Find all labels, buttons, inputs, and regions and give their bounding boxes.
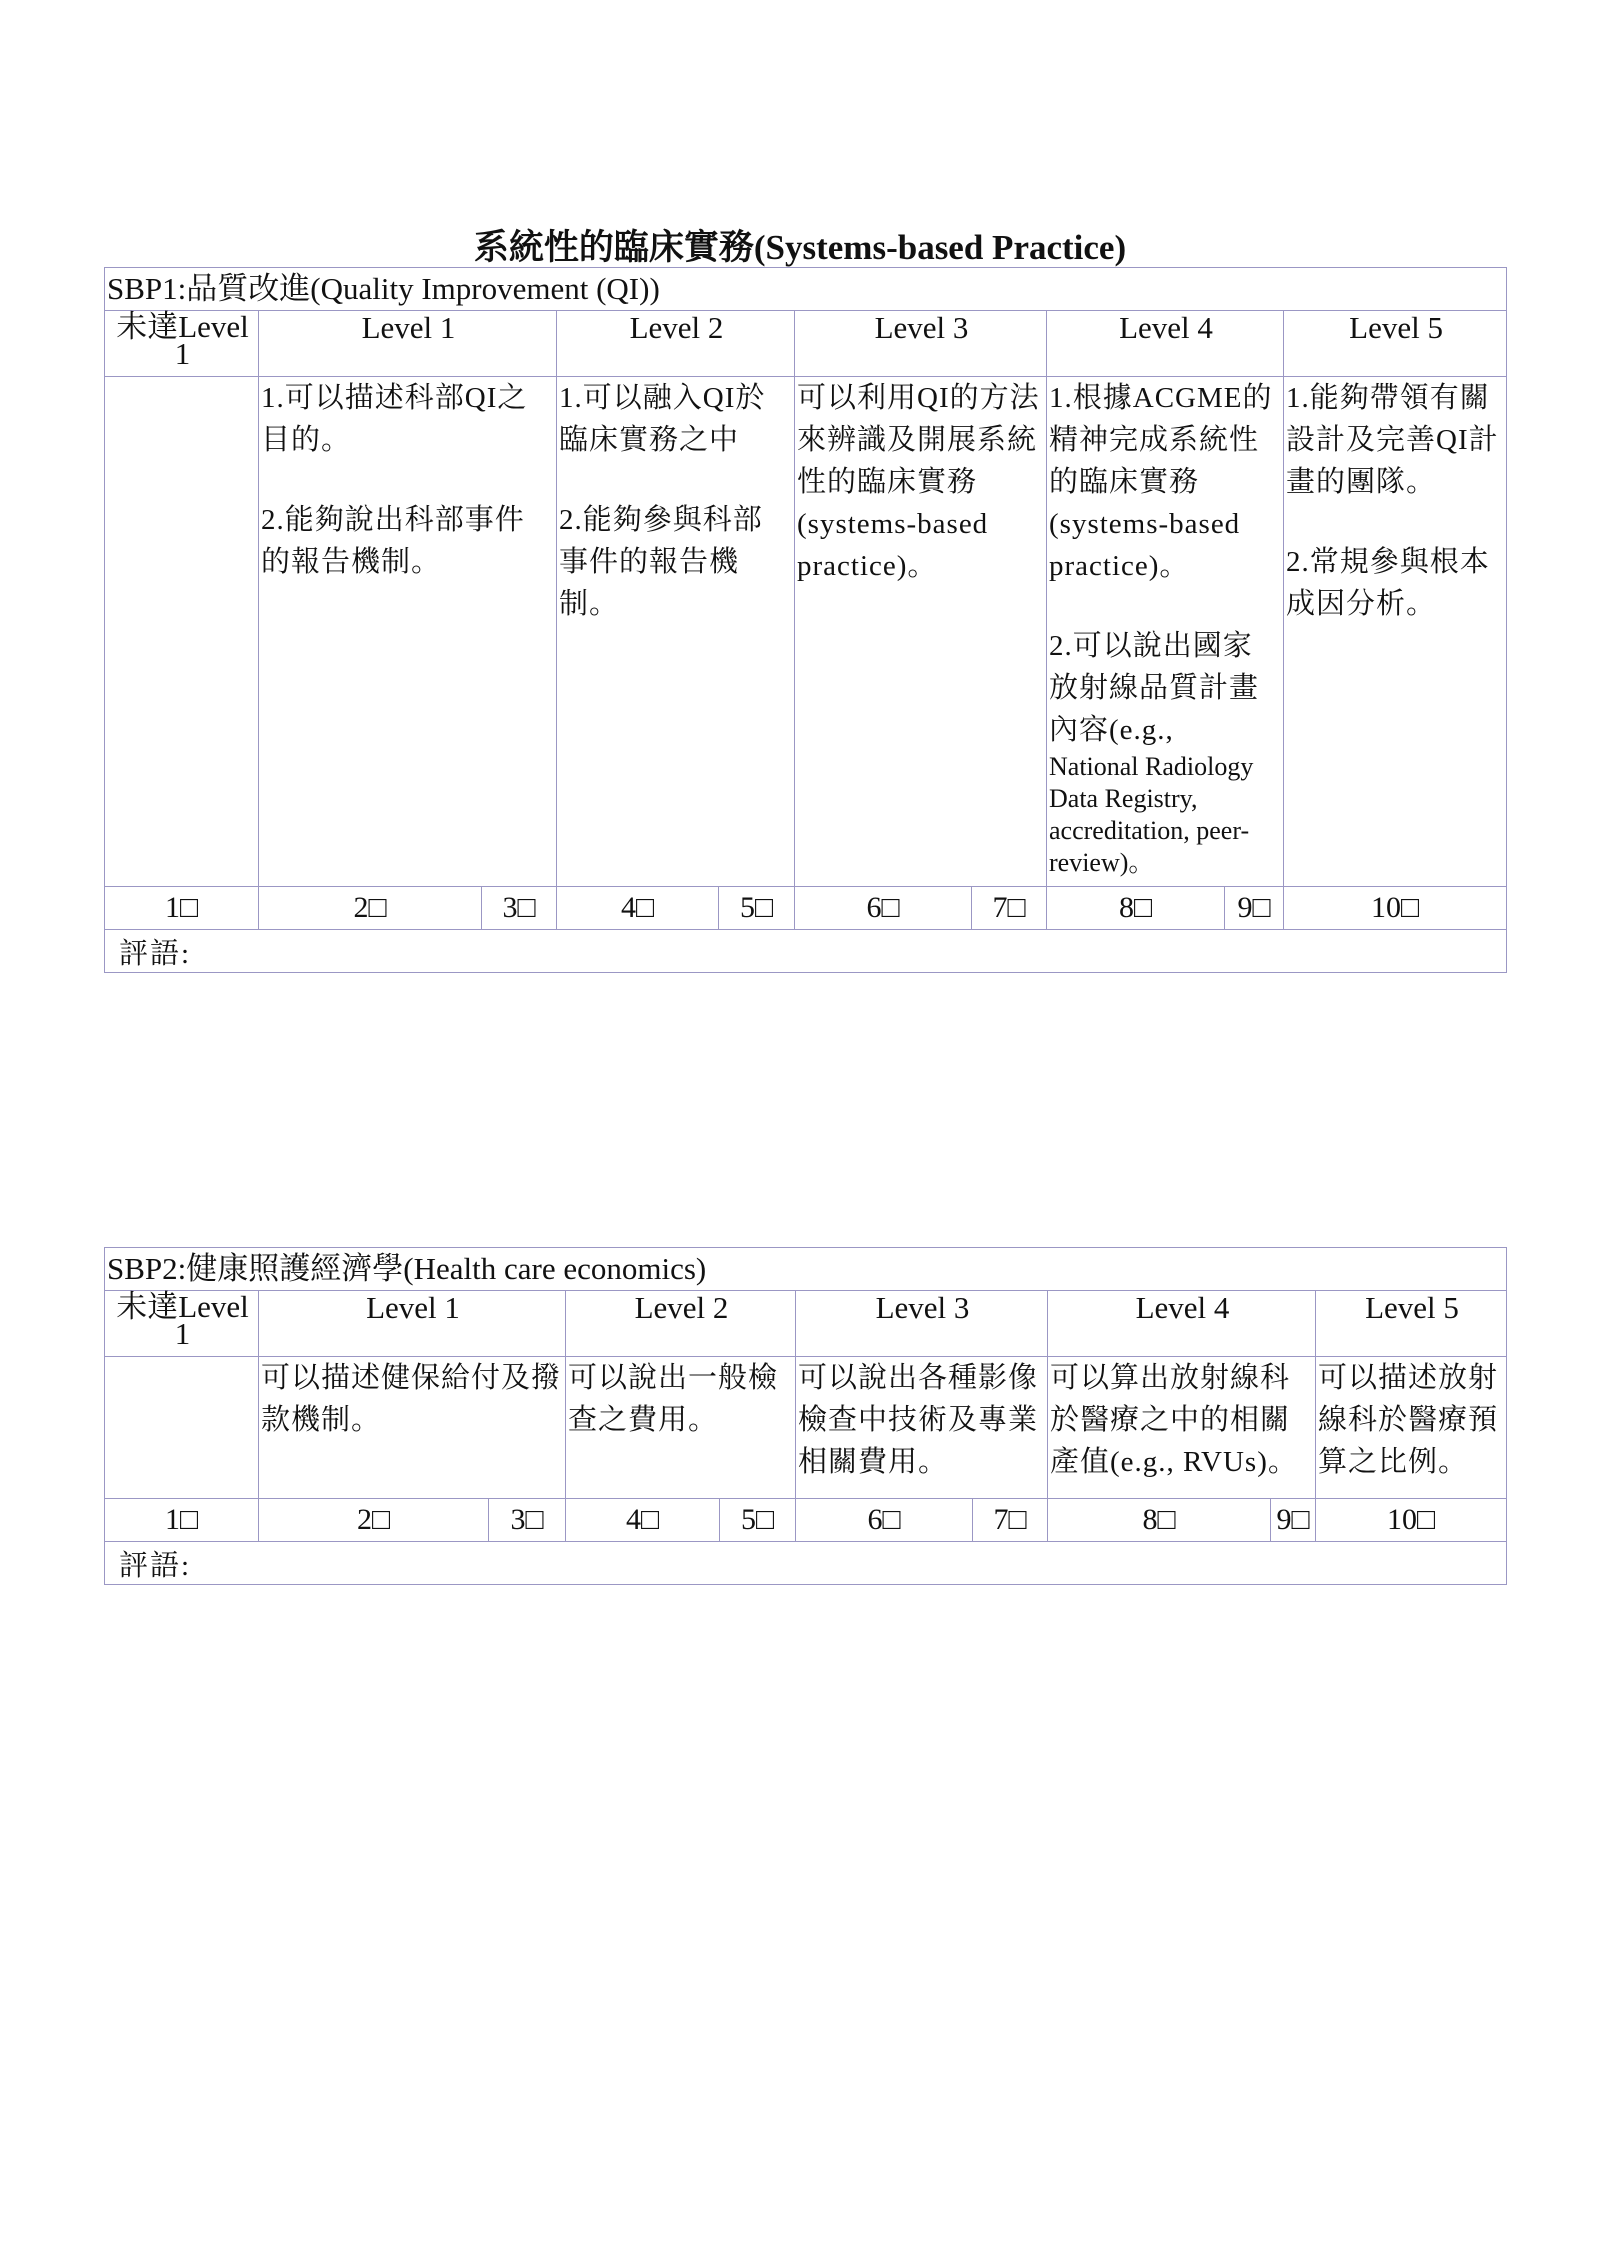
sbp1-level4-cell	[1047, 377, 1284, 887]
sbp1-level1-cell	[259, 377, 557, 887]
sbp1-header-level1: Level 1	[259, 311, 557, 377]
sbp1-header-level5: Level 5	[1284, 311, 1507, 377]
sbp1-score-8[interactable]: 8□	[1047, 887, 1225, 930]
sbp1-score-4[interactable]: 4□	[557, 887, 719, 930]
sbp2-score-4[interactable]: 4□	[566, 1499, 720, 1542]
sbp2-table	[104, 1247, 1507, 1585]
sbp1-level3-cell	[795, 377, 1047, 887]
sbp1-below-level1-cell	[105, 377, 259, 887]
sbp1-level5-cell	[1284, 377, 1507, 887]
sbp2-level5-item: 可以描述放射線科於醫療預算之比例。	[1318, 1362, 1499, 1478]
sbp2-level4-item: 可以算出放射線科於醫療之中的相關產值(e.g., RVUs)。	[1050, 1362, 1298, 1478]
sbp1-level5-item1: 1.能夠帶領有關設計及完善QI計畫的團隊。	[1286, 382, 1499, 498]
sbp2-score-3[interactable]: 3□	[489, 1499, 566, 1542]
sbp1-level1-item2: 2.能夠說出科部事件的報告機制。	[261, 504, 525, 578]
sbp1-level4-item2	[1049, 625, 1279, 879]
sbp2-header-level3: Level 3	[796, 1291, 1048, 1357]
sbp2-score-1[interactable]: 1□	[105, 1499, 259, 1542]
sbp2-below-level1-cell	[105, 1357, 259, 1499]
sbp1-level1-item1: 1.可以描述科部QI之目的。	[261, 382, 528, 456]
sbp1-score-6[interactable]: 6□	[795, 887, 972, 930]
sbp1-score-3[interactable]: 3□	[482, 887, 557, 930]
sbp1-level4-item1: 1.根據ACGME的精神完成系統性的臨床實務(systems-based practice)。	[1049, 382, 1273, 582]
sbp2-title: SBP2:健康照護經濟學(Health care economics)	[105, 1248, 1507, 1291]
sbp1-score-7[interactable]: 7□	[972, 887, 1047, 930]
page-title: 系統性的臨床實務(Systems-based Practice)	[473, 228, 1127, 267]
sbp2-score-7[interactable]: 7□	[973, 1499, 1048, 1542]
sbp2-score-10[interactable]: 10□	[1316, 1499, 1507, 1542]
sbp2-header-level1: Level 1	[259, 1291, 566, 1357]
sbp1-level4-item2-examples: National Radiology Data Registry, accreditation, peer-review)。	[1049, 752, 1254, 877]
sbp1-comment-field[interactable]: 評語:	[105, 930, 1507, 973]
sbp1-score-10[interactable]: 10□	[1284, 887, 1507, 930]
sbp1-header-level4: Level 4	[1047, 311, 1284, 377]
sbp2-header-below-level1: 未達Level 1	[105, 1291, 259, 1357]
sbp2-header-level5: Level 5	[1316, 1291, 1507, 1357]
sbp1-table	[104, 267, 1507, 973]
sbp1-level5-item2: 2.常規參與根本成因分析。	[1286, 546, 1490, 620]
sbp1-level2-item1: 1.可以融入QI於臨床實務之中	[559, 382, 766, 456]
sbp2-level1-cell	[259, 1357, 566, 1499]
sbp2-level3-item: 可以說出各種影像檢查中技術及專業相關費用。	[798, 1362, 1039, 1478]
sbp2-level3-cell	[796, 1357, 1048, 1499]
sbp1-score-5[interactable]: 5□	[719, 887, 795, 930]
sbp2-header-level4: Level 4	[1048, 1291, 1316, 1357]
sbp1-title: SBP1:品質改進(Quality Improvement (QI))	[105, 268, 1507, 311]
sbp1-score-9[interactable]: 9□	[1225, 887, 1284, 930]
sbp2-score-2[interactable]: 2□	[259, 1499, 489, 1542]
sbp1-level2-cell	[557, 377, 795, 887]
sbp1-level2-item2: 2.能夠參與科部事件的報告機制。	[559, 504, 763, 620]
sbp2-comment-field[interactable]: 評語:	[105, 1542, 1507, 1585]
sbp2-level5-cell	[1316, 1357, 1507, 1499]
sbp1-score-2[interactable]: 2□	[259, 887, 482, 930]
sbp1-score-1[interactable]: 1□	[105, 887, 259, 930]
sbp2-score-5[interactable]: 5□	[720, 1499, 796, 1542]
sbp2-header-level2: Level 2	[566, 1291, 796, 1357]
sbp2-level2-item: 可以說出一般檢查之費用。	[568, 1362, 779, 1436]
sbp2-score-9[interactable]: 9□	[1271, 1499, 1316, 1542]
sbp1-level3-item1: 可以利用QI的方法來辨識及開展系統性的臨床實務(systems-based practice)。	[797, 382, 1040, 582]
sbp2-level2-cell	[566, 1357, 796, 1499]
sbp1-level4-item2-text: 2.可以說出國家放射線品質計畫內容(e.g.,	[1049, 630, 1260, 746]
sbp1-header-below-level1: 未達Level 1	[105, 311, 259, 377]
sbp2-score-6[interactable]: 6□	[796, 1499, 973, 1542]
sbp1-header-level2: Level 2	[557, 311, 795, 377]
sbp2-level1-item: 可以描述健保給付及撥款機制。	[261, 1362, 562, 1436]
sbp2-score-8[interactable]: 8□	[1048, 1499, 1271, 1542]
sbp2-level4-cell	[1048, 1357, 1316, 1499]
sbp1-header-level3: Level 3	[795, 311, 1047, 377]
